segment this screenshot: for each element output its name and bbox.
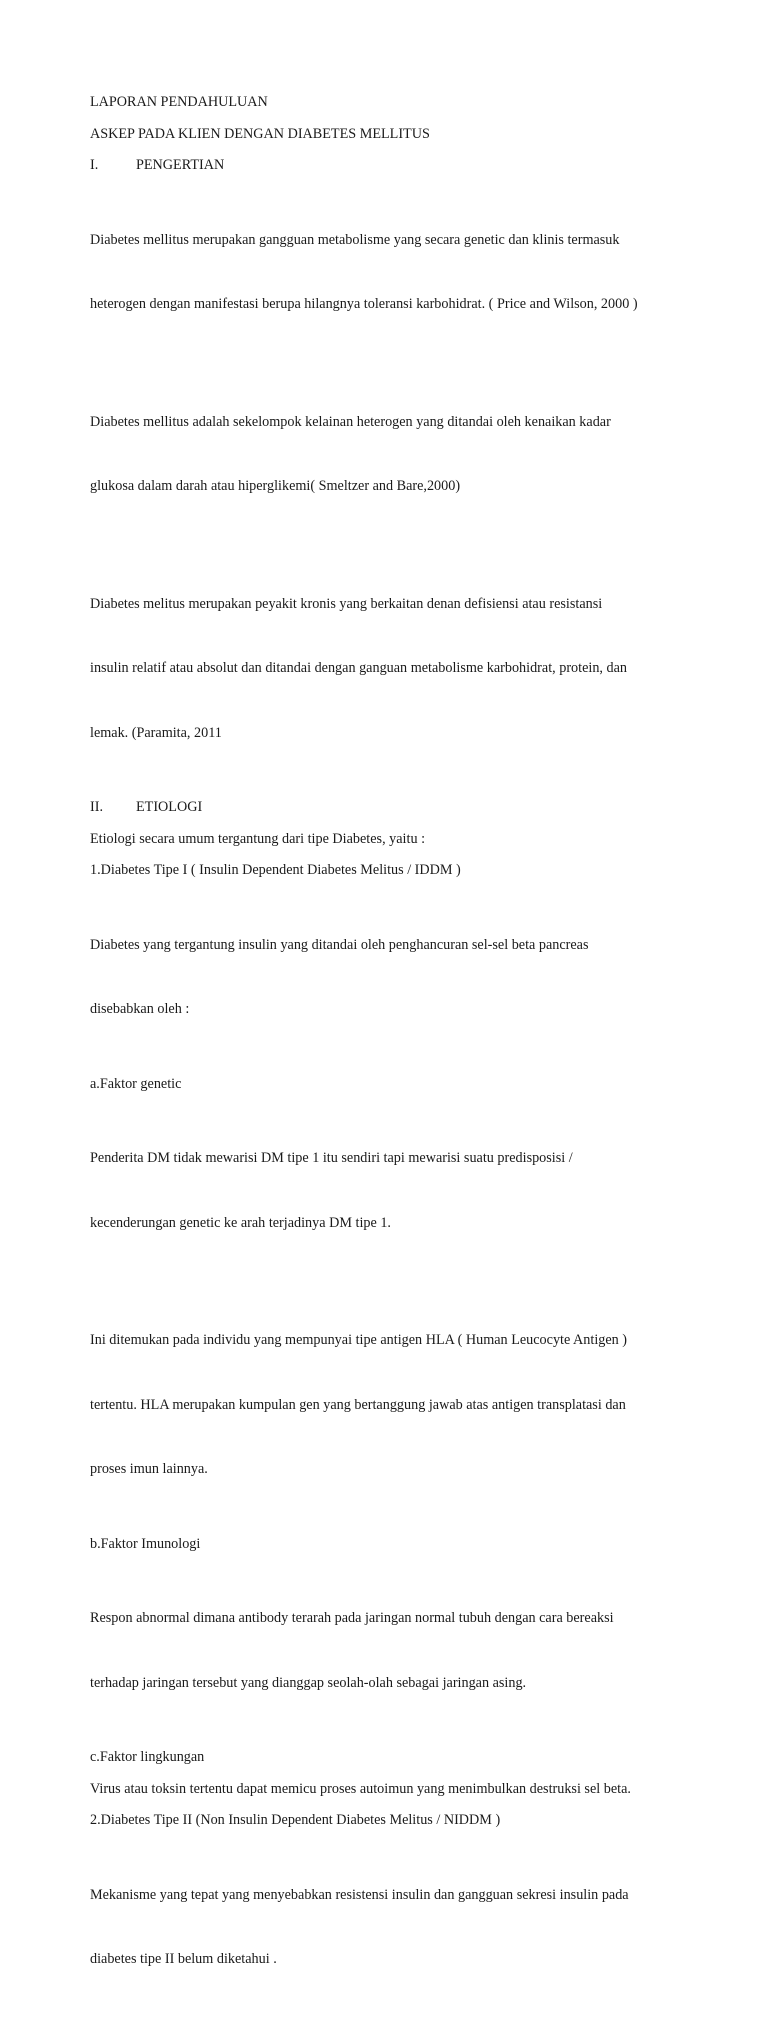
paragraph-line: disebabkan oleh : — [90, 1001, 190, 1017]
paragraph-line: Respon abnormal dimana antibody terarah pada jaringan normal tubuh dengan cara bereaksi — [90, 1610, 614, 1626]
document-page — [90, 92, 690, 2024]
paragraph-definition-1 — [90, 187, 690, 359]
section-number: I. — [90, 157, 99, 173]
paragraph-definition-3 — [90, 551, 690, 788]
paragraph-line: Diabetes melitus merupakan peyakit kronis yang berkaitan denan defisiensi atau resistansi — [90, 595, 603, 612]
paragraph-factor-genetic-2 — [90, 1287, 690, 1524]
section-title: PENGERTIAN — [136, 157, 225, 173]
document-title: LAPORAN PENDAHULUAN — [90, 94, 268, 110]
paragraph-line: Diabetes yang tergantung insulin yang ditandai oleh penghancuran sel-sel beta pancreas — [90, 936, 589, 953]
section-number: II. — [90, 799, 103, 815]
paragraph-line: terhadap jaringan tersebut yang dianggap seolah-olah sebagai jaringan asing. — [90, 1674, 527, 1691]
paragraph-etiologi-intro: Etiologi secara umum tergantung dari tipe Diabetes, yaitu : — [90, 830, 426, 847]
paragraph-type2-desc — [90, 1842, 690, 2014]
subheading-factor-immunology: b.Faktor Imunologi — [90, 1535, 201, 1552]
section-heading-pengertian — [90, 155, 690, 177]
paragraph-line: Ini ditemukan pada individu yang mempunyai tipe antigen HLA ( Human Leucocyte Antigen ) — [90, 1332, 628, 1348]
paragraph-line: proses imun lainnya. — [90, 1461, 208, 1477]
paragraph-factor-immunology — [90, 1565, 690, 1737]
subheading-factor-environment: c.Faktor lingkungan — [90, 1749, 205, 1765]
paragraph-line: Diabetes mellitus merupakan gangguan metabolisme yang secara genetic dan klinis termasuk — [90, 231, 620, 248]
paragraph-line: heterogen dengan manifestasi berupa hilangnya toleransi karbohidrat. ( Price and Wilson, 2000 ) — [90, 296, 638, 312]
paragraph-type1-desc — [90, 892, 690, 1064]
document-subtitle: ASKEP PADA KLIEN DENGAN DIABETES MELLITUS — [90, 125, 430, 142]
paragraph-line: glukosa dalam darah atau hiperglikemi( Smeltzer and Bare,2000) — [90, 478, 461, 494]
subheading-factor-genetic: a.Faktor genetic — [90, 1075, 182, 1092]
paragraph-line: diabetes tipe II belum diketahui . — [90, 1951, 277, 1967]
paragraph-line: insulin relatif atau absolut dan ditandai dengan ganguan metabolisme karbohidrat, protein, dan — [90, 660, 627, 676]
paragraph-line: Penderita DM tidak mewarisi DM tipe 1 itu sendiri tapi mewarisi suatu predisposisi / — [90, 1150, 573, 1166]
paragraph-factor-genetic-1 — [90, 1105, 690, 1277]
section-heading-etiologi — [90, 797, 690, 819]
paragraph-line: tertentu. HLA merupakan kumpulan gen yang bertanggung jawab atas antigen transplatasi dan — [90, 1396, 626, 1413]
subheading-type2: 2.Diabetes Tipe II (Non Insulin Dependent Diabetes Melitus / NIDDM ) — [90, 1812, 501, 1828]
paragraph-line: lemak. (Paramita, 2011 — [90, 724, 222, 741]
paragraph-line: Diabetes mellitus adalah sekelompok kelainan heterogen yang ditandai oleh kenaikan kadar — [90, 413, 611, 430]
paragraph-line: Mekanisme yang tepat yang menyebabkan resistensi insulin dan gangguan sekresi insulin pada — [90, 1886, 629, 1903]
paragraph-line: kecenderungan genetic ke arah terjadinya DM tipe 1. — [90, 1214, 391, 1231]
paragraph-definition-2 — [90, 369, 690, 541]
section-title: ETIOLOGI — [136, 799, 203, 815]
paragraph-factor-environment: Virus atau toksin tertentu dapat memicu proses autoimun yang menimbulkan destruksi sel beta. — [90, 1780, 631, 1797]
subheading-type1: 1.Diabetes Tipe I ( Insulin Dependent Diabetes Melitus / IDDM ) — [90, 862, 461, 878]
